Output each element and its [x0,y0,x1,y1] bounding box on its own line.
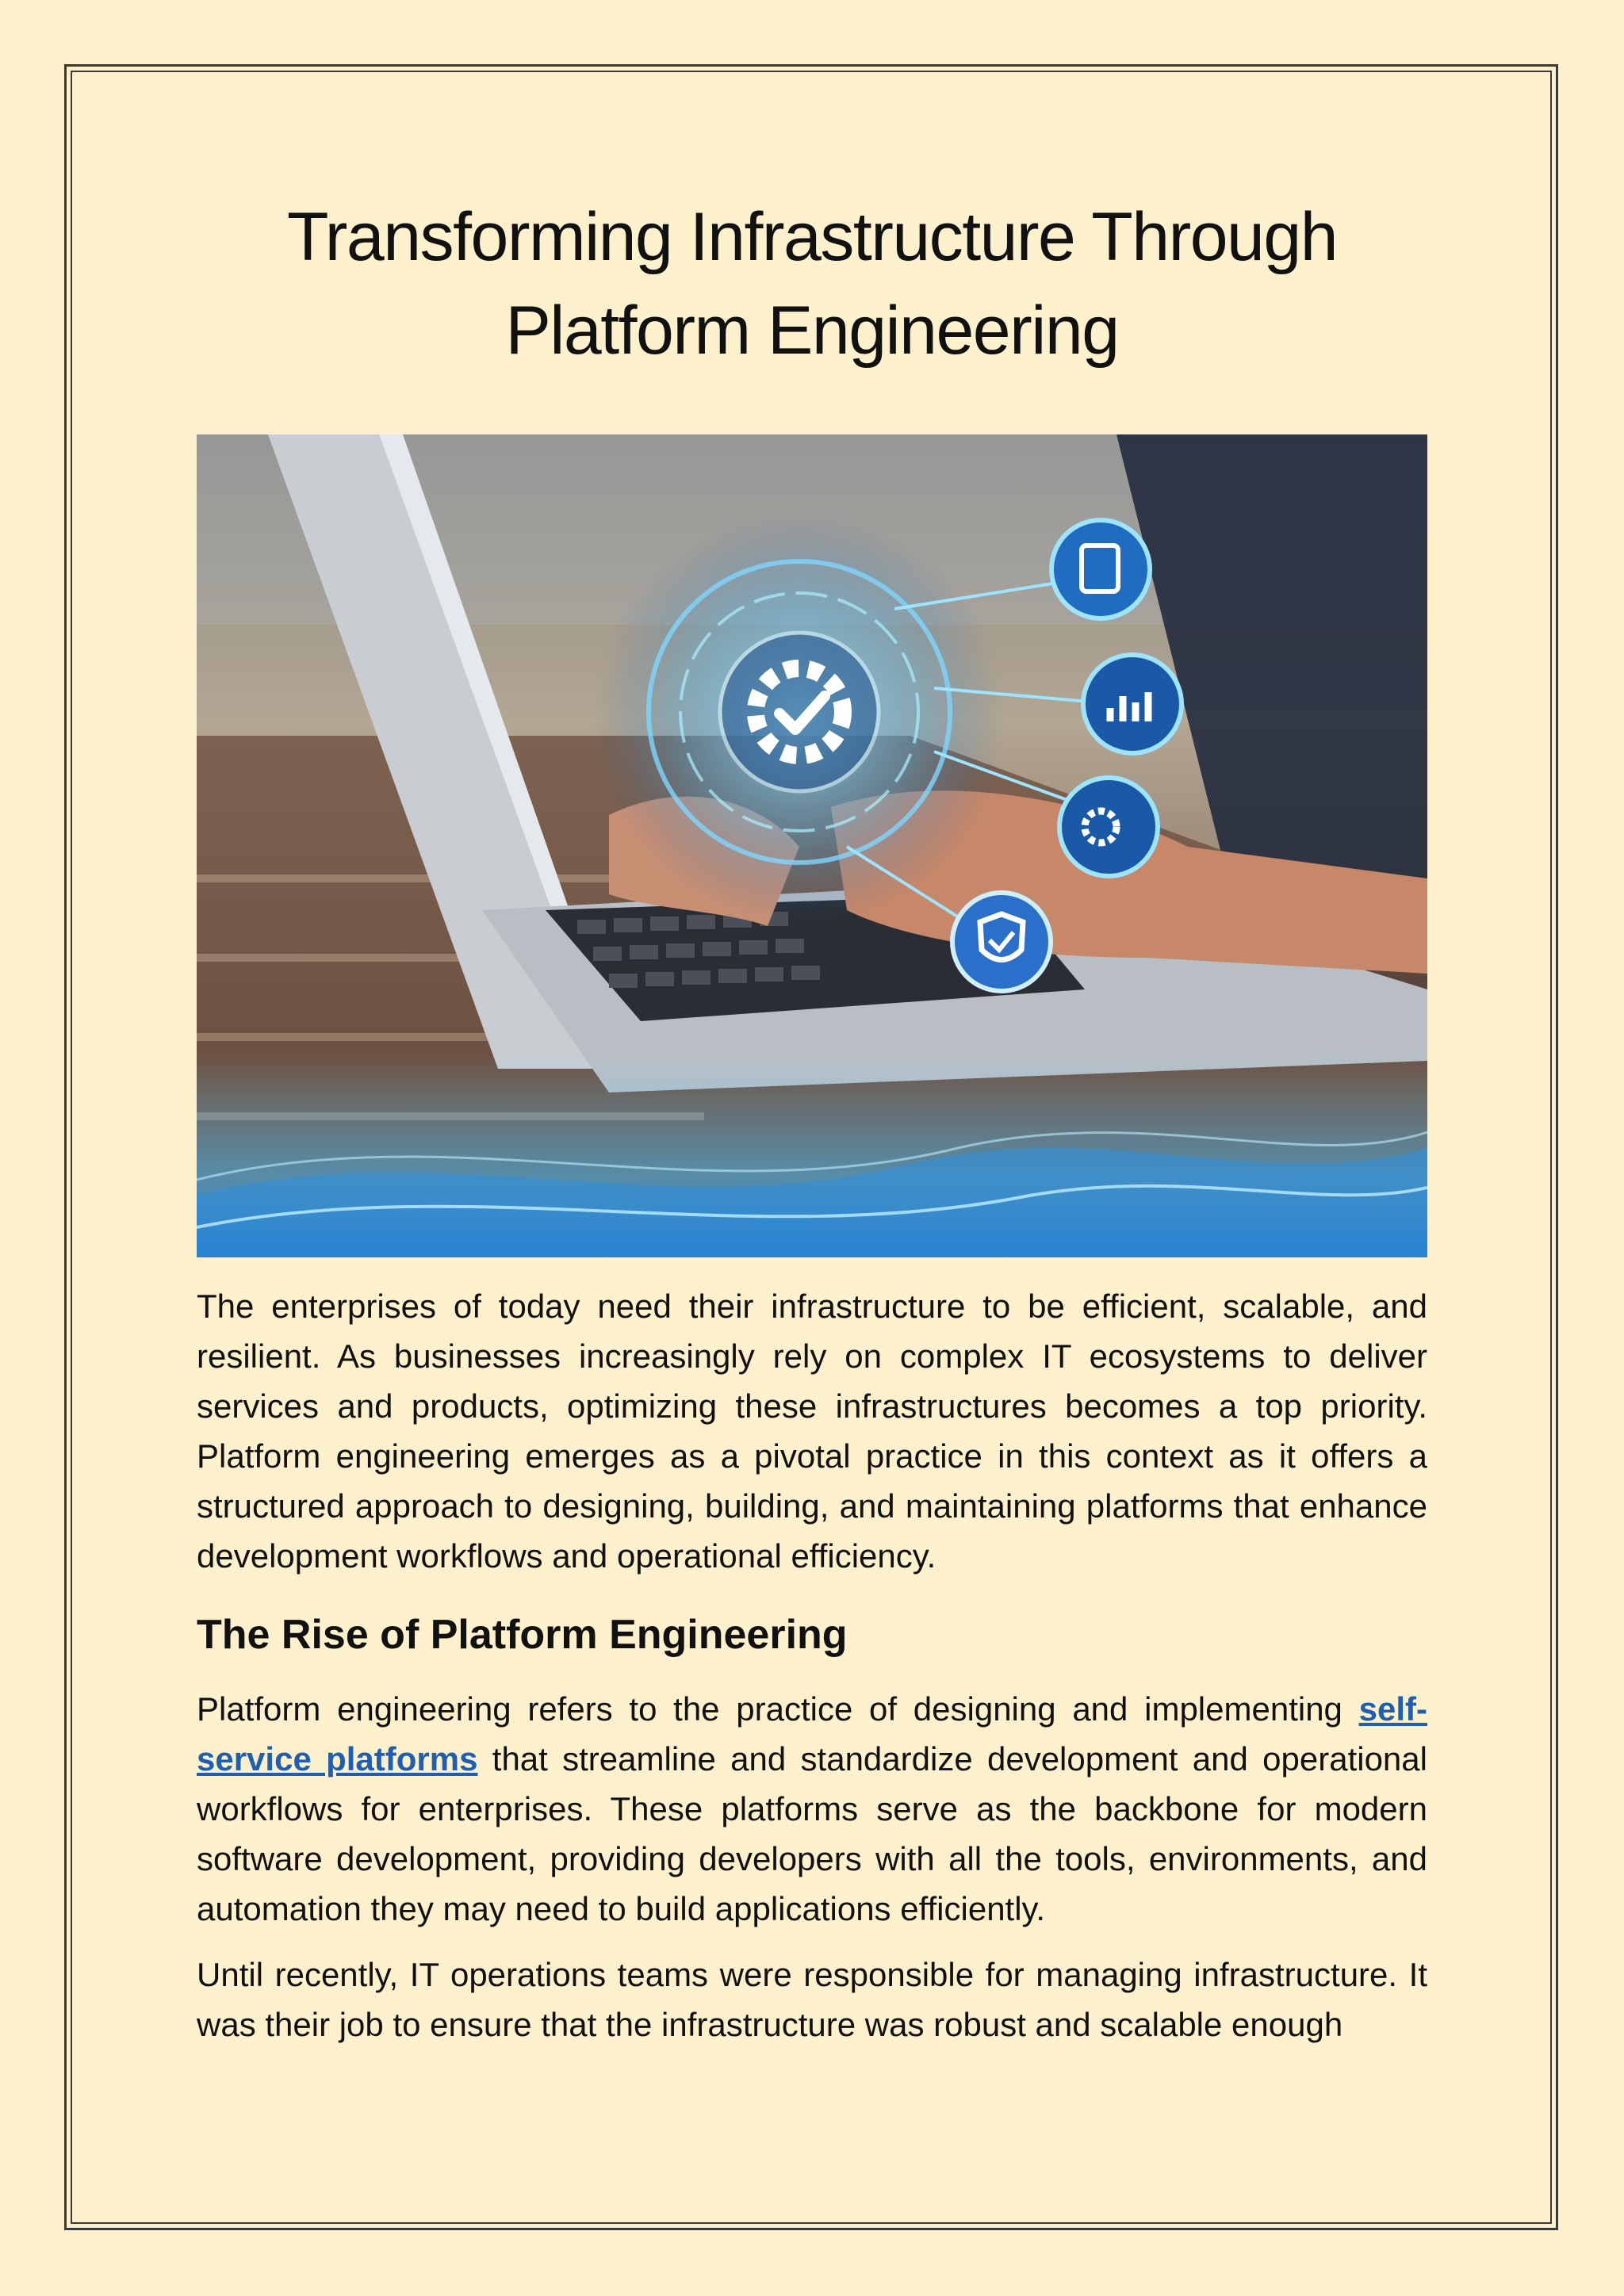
section-heading: The Rise of Platform Engineering [197,1612,848,1658]
document-title: Transforming Infrastructure Through Platform Engineering [286,199,1338,369]
paragraph-platform-engineering [197,1684,1427,1934]
intro-paragraph: The enterprises of today need their infrastructure to be efficient, scalable, and resilient. As businesses increasingly rely on complex IT ecosystems to deliver services and products, optimizing these infrastructures becomes a top priority. Platform engineering emerges as a pivotal practice in this context as it offers a structured approach to designing, building, and maintaining platforms that enhance development workflows and operational efficiency. [197,1288,1427,1575]
paragraph-2-text-before: Platform engineering refers to the practice of designing and implementing [197,1690,1359,1728]
hero-image [197,434,1427,1257]
paragraph-2-text-after: that streamline and standardize development and operational workflows for enterprises. These platforms serve as the backbone for modern software development, providing developers with all the tools, environments, and automation they may need to build applications efficiently. [197,1740,1427,1927]
document-body [197,190,1427,2049]
self-service-platforms-link[interactable]: self-service platforms [197,1690,1427,1777]
paragraph-it-operations: Until recently, IT operations teams were responsible for managing infrastructure. It was their job to ensure that the infrastructure was robust and scalable enough [197,1956,1427,2043]
